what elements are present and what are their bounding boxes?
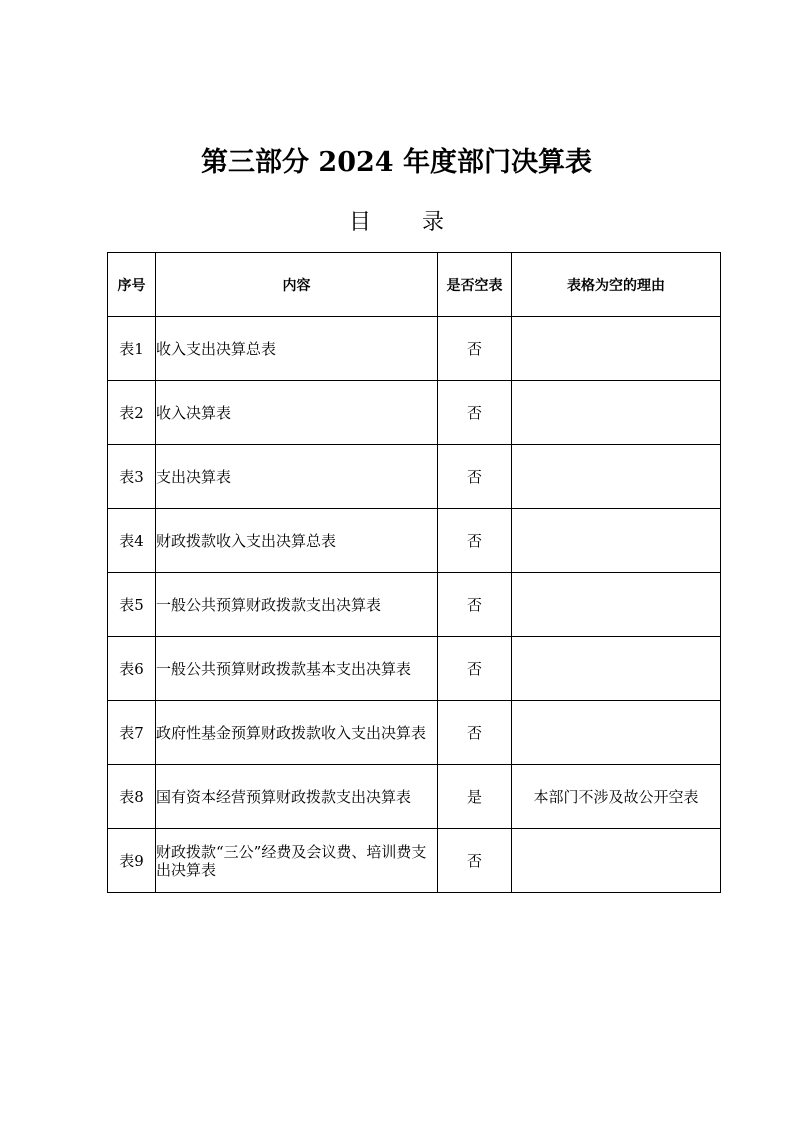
row-no: 表2	[108, 381, 156, 445]
row-is-empty: 否	[438, 445, 512, 509]
row-reason	[512, 381, 721, 445]
row-content: 国有资本经营预算财政拨款支出决算表	[156, 765, 438, 829]
table-row	[108, 637, 721, 701]
row-content: 一般公共预算财政拨款基本支出决算表	[156, 637, 438, 701]
header-reason: 表格为空的理由	[512, 253, 721, 317]
header-is-empty: 是否空表	[438, 253, 512, 317]
table-row	[108, 573, 721, 637]
row-reason	[512, 445, 721, 509]
page-title: 第三部分 2024 年度部门决算表	[201, 147, 592, 178]
row-no: 表5	[108, 573, 156, 637]
row-is-empty: 否	[438, 509, 512, 573]
row-no: 表9	[108, 829, 156, 893]
row-content: 财政拨款“三公”经费及会议费、培训费支出决算表	[156, 829, 438, 893]
row-reason	[512, 509, 721, 573]
row-reason	[512, 573, 721, 637]
row-no: 表1	[108, 317, 156, 381]
row-content: 支出决算表	[156, 445, 438, 509]
table-row	[108, 317, 721, 381]
row-is-empty: 否	[438, 829, 512, 893]
row-no: 表4	[108, 509, 156, 573]
row-no: 表8	[108, 765, 156, 829]
row-reason	[512, 829, 721, 893]
row-content: 财政拨款收入支出决算总表	[156, 509, 438, 573]
row-content: 收入决算表	[156, 381, 438, 445]
row-no: 表3	[108, 445, 156, 509]
row-is-empty: 否	[438, 381, 512, 445]
toc-table	[107, 252, 721, 893]
header-no: 序号	[108, 253, 156, 317]
row-is-empty: 否	[438, 637, 512, 701]
table-header-row	[108, 253, 721, 317]
table-row	[108, 445, 721, 509]
row-is-empty: 否	[438, 701, 512, 765]
toc-heading: 目 录	[349, 210, 466, 235]
row-is-empty: 是	[438, 765, 512, 829]
row-reason	[512, 701, 721, 765]
row-reason: 本部门不涉及故公开空表	[512, 765, 721, 829]
row-content: 政府性基金预算财政拨款收入支出决算表	[156, 701, 438, 765]
row-reason	[512, 317, 721, 381]
table-row	[108, 381, 721, 445]
header-content: 内容	[156, 253, 438, 317]
table-row	[108, 701, 721, 765]
row-is-empty: 否	[438, 317, 512, 381]
table-row	[108, 509, 721, 573]
row-is-empty: 否	[438, 573, 512, 637]
row-no: 表6	[108, 637, 156, 701]
row-no: 表7	[108, 701, 156, 765]
table-row	[108, 829, 721, 893]
row-content: 一般公共预算财政拨款支出决算表	[156, 573, 438, 637]
table-row	[108, 765, 721, 829]
row-reason	[512, 637, 721, 701]
row-content: 收入支出决算总表	[156, 317, 438, 381]
